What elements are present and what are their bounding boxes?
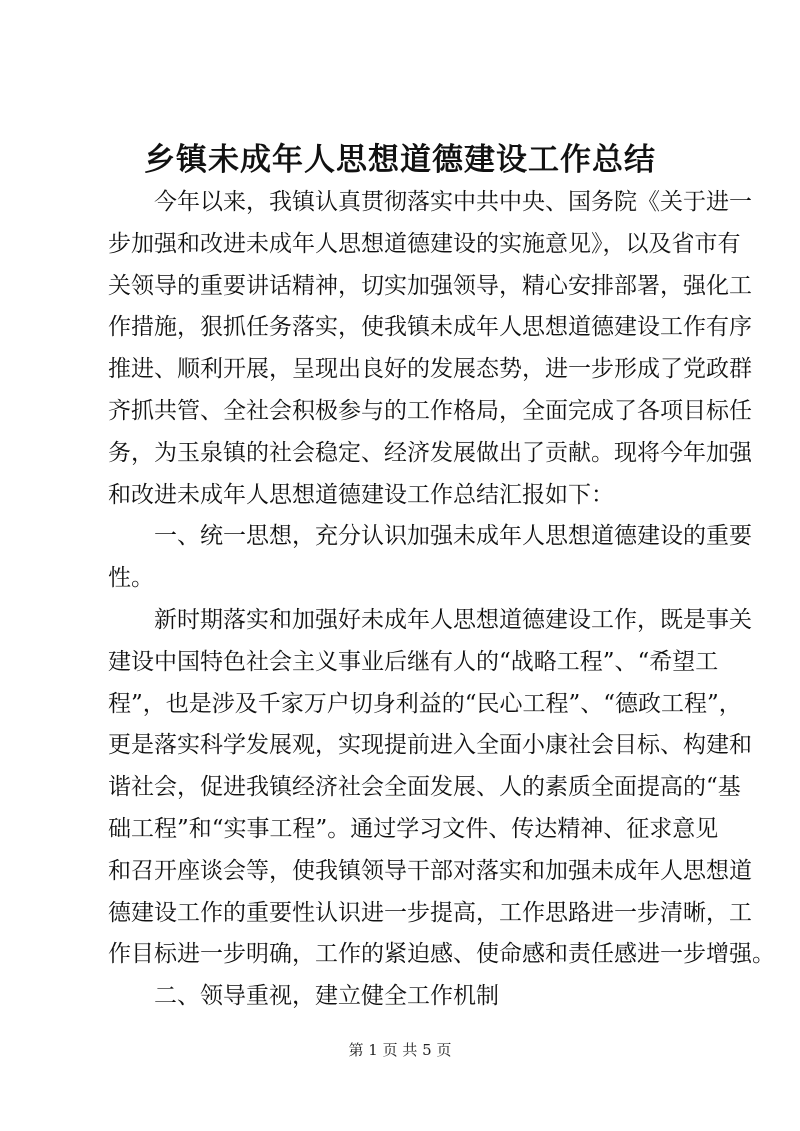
document-body (108, 182, 775, 1018)
page-number: 第 1 页 共 5 页 (348, 1041, 452, 1059)
section-heading: 性。 (108, 565, 154, 592)
section-heading: 二、领导重视，建立健全工作机制 (154, 983, 499, 1010)
text-line: 础工程”和“实事工程”。通过学习文件、传达精神、征求意见 (108, 815, 719, 842)
text-line: 务，为玉泉镇的社会稳定、经济发展做出了贡献。现将今年加强 (108, 439, 752, 466)
text-line: 和召开座谈会等，使我镇领导干部对落实和加强未成年人思想道 (108, 857, 752, 884)
text-line: 更是落实科学发展观，实现提前进入全面小康社会目标、构建和 (108, 732, 752, 759)
text-line: 推进、顺利开展，呈现出良好的发展态势，进一步形成了党政群 (108, 356, 752, 383)
text-line: 德建设工作的重要性认识进一步提高，工作思路进一步清晰，工 (108, 899, 752, 926)
document-title: 乡镇未成年人思想道德建设工作总结 (144, 142, 656, 178)
text-line: 程”，也是涉及千家万户切身利益的“民心工程”、“德政工程”， (108, 690, 742, 717)
text-line: 建设中国特色社会主义事业后继有人的“战略工程”、“希望工 (108, 648, 719, 675)
text-line: 作目标进一步明确，工作的紧迫感、使命感和责任感进一步增强。 (108, 941, 775, 968)
text-line: 齐抓共管、全社会积极参与的工作格局，全面完成了各项目标任 (108, 397, 752, 424)
text-line: 新时期落实和加强好未成年人思想道德建设工作，既是事关 (154, 606, 752, 633)
text-line: 作措施，狠抓任务落实，使我镇未成年人思想道德建设工作有序 (108, 314, 752, 341)
text-line: 谐社会，促进我镇经济社会全面发展、人的素质全面提高的“基 (108, 774, 741, 801)
section-heading: 一、统一思想，充分认识加强未成年人思想道德建设的重要 (154, 523, 752, 550)
text-line: 今年以来，我镇认真贯彻落实中共中央、国务院《关于进一 (154, 189, 752, 215)
text-line: 和改进未成年人思想道德建设工作总结汇报如下： (108, 481, 614, 508)
text-line: 关领导的重要讲话精神，切实加强领导，精心安排部署，强化工 (108, 272, 752, 299)
text-line: 步加强和改进未成年人思想道德建设的实施意见》，以及省市有 (108, 230, 741, 257)
